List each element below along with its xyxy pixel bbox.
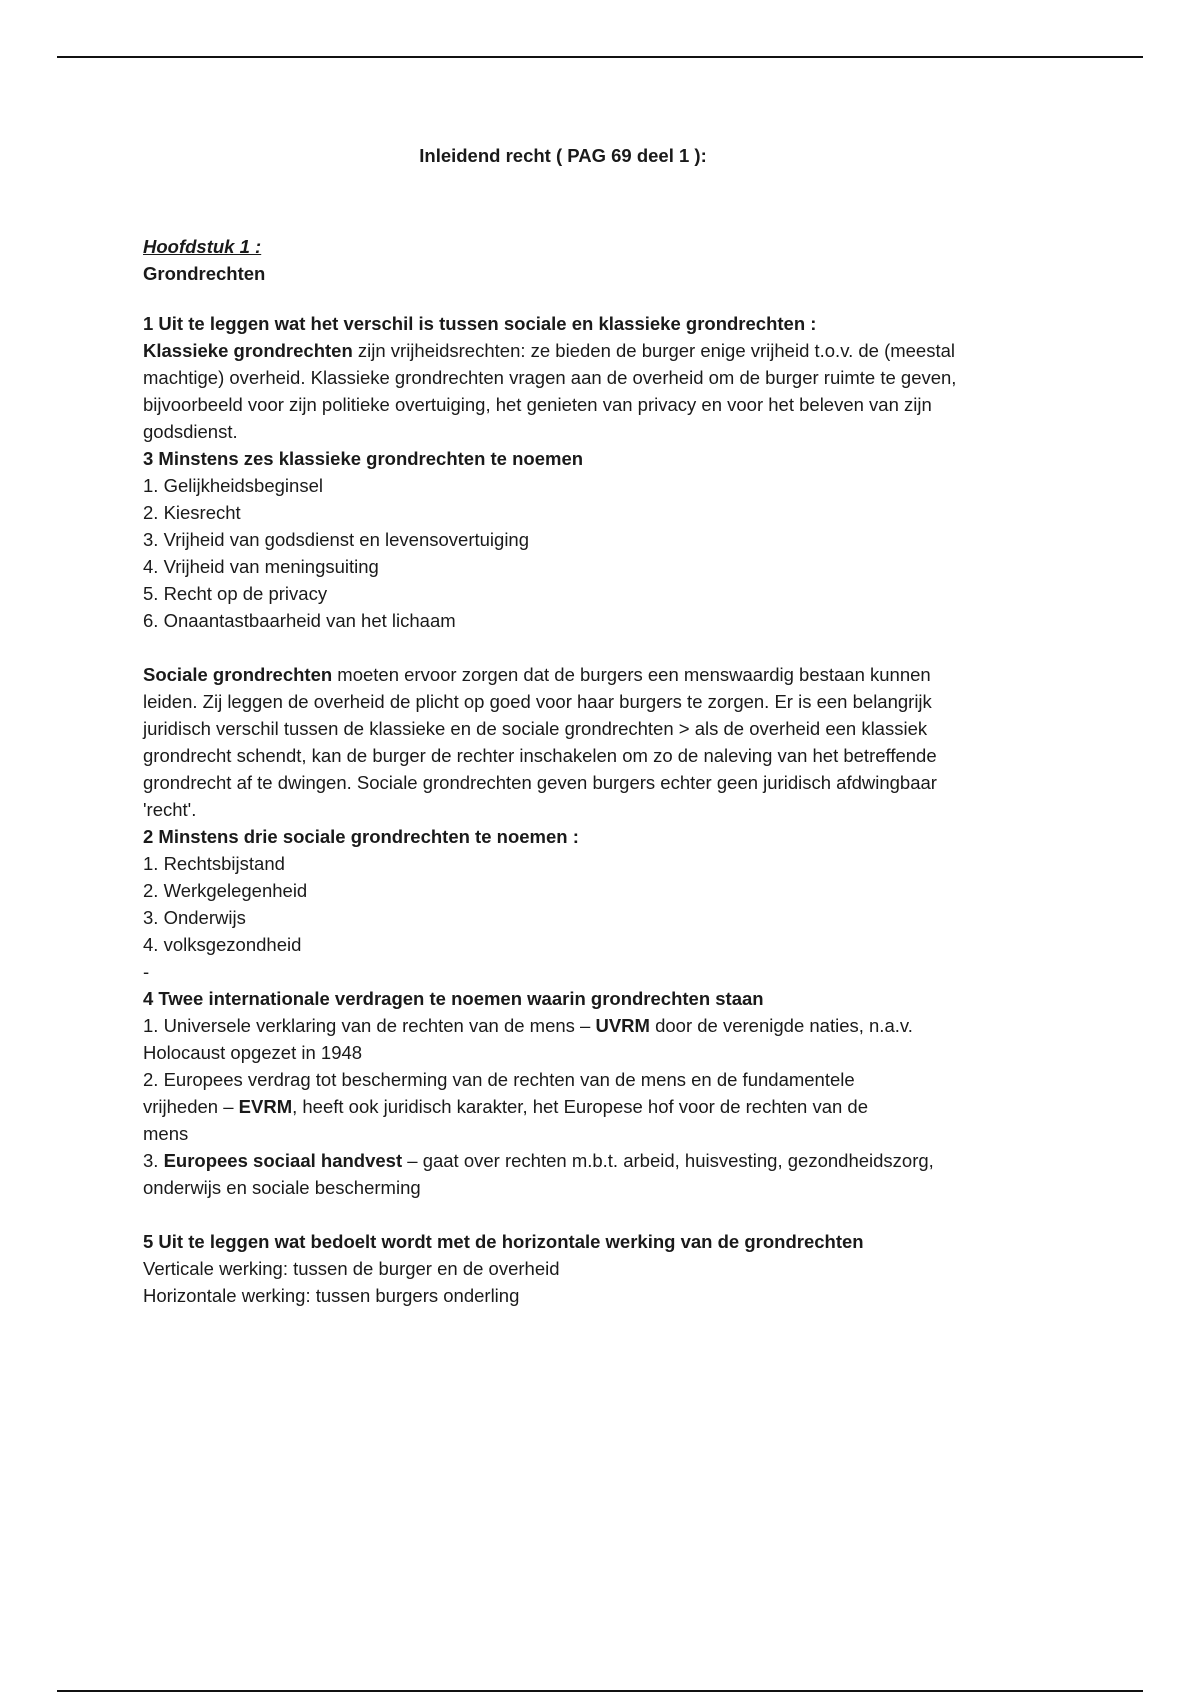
treaty-abbr: EVRM: [238, 1096, 293, 1117]
social-paragraph-line: leiden. Zij leggen de overheid de plicht op goed voor haar burgers te zorgen. Er is een belangrijk: [143, 691, 932, 712]
list-item: 1. Gelijkheidsbeginsel: [143, 475, 323, 496]
q5-line: Verticale werking: tussen de burger en de overheid: [143, 1258, 560, 1279]
treaty-abbr: UVRM: [595, 1015, 650, 1036]
q5-line: Horizontale werking: tussen burgers onderling: [143, 1285, 520, 1306]
list-item: 1. Rechtsbijstand: [143, 853, 285, 874]
q3-heading: 3 Minstens zes klassieke grondrechten te noemen: [143, 448, 584, 469]
list-item: 6. Onaantastbaarheid van het lichaam: [143, 610, 456, 631]
list-item: 4. volksgezondheid: [143, 934, 302, 955]
bottom-rule: [57, 1690, 1143, 1692]
treaty-line: [143, 1012, 913, 1039]
q1-heading: 1 Uit te leggen wat het verschil is tussen sociale en klassieke grondrechten :: [143, 313, 817, 334]
treaty-line: mens: [143, 1123, 189, 1144]
treaty-text: 1. Universele verklaring van de rechten van de mens –: [143, 1015, 596, 1036]
q1-paragraph-line: [143, 337, 955, 364]
treaty-text: , heeft ook juridisch karakter, het Europese hof voor de rechten van de: [292, 1096, 869, 1117]
social-paragraph-line: 'recht'.: [143, 799, 197, 820]
chapter-heading: Hoofdstuk 1 :: [143, 236, 262, 257]
q1-paragraph-line: godsdienst.: [143, 421, 238, 442]
list-item: 2. Werkgelegenheid: [143, 880, 308, 901]
social-paragraph-line: juridisch verschil tussen de klassieke en de sociale grondrechten > als de overheid een klassiek: [143, 718, 928, 739]
chapter-subtitle: Grondrechten: [143, 263, 266, 284]
treaty-line: 2. Europees verdrag tot bescherming van de rechten van de mens en de fundamentele: [143, 1069, 855, 1090]
treaty-text: – gaat over rechten m.b.t. arbeid, huisvesting, gezondheidszorg,: [402, 1150, 934, 1171]
list-item: 3. Vrijheid van godsdienst en levensovertuiging: [143, 529, 530, 550]
social-paragraph-line: grondrecht af te dwingen. Sociale grondrechten geven burgers echter geen juridisch afdwingbaar: [143, 772, 937, 793]
q2-heading: 2 Minstens drie sociale grondrechten te noemen :: [143, 826, 579, 847]
q1-paragraph-line: machtige) overheid. Klassieke grondrechten vragen aan de overheid om de burger ruimte te geven,: [143, 367, 957, 388]
treaty-line: [143, 1147, 934, 1174]
treaty-text: vrijheden –: [143, 1096, 239, 1117]
q5-heading: 5 Uit te leggen wat bedoelt wordt met de horizontale werking van de grondrechten: [143, 1231, 864, 1252]
treaty-text: 3.: [143, 1150, 164, 1171]
treaty-text: door de verenigde naties, n.a.v.: [649, 1015, 913, 1036]
q1-bold-term: Klassieke grondrechten: [143, 340, 353, 361]
document-title: Inleidend recht ( PAG 69 deel 1 ):: [419, 145, 707, 166]
q1-text: zijn vrijheidsrechten: ze bieden de burger enige vrijheid t.o.v. de (meestal: [352, 340, 956, 361]
list-item: 2. Kiesrecht: [143, 502, 241, 523]
social-bold-term: Sociale grondrechten: [143, 664, 333, 685]
list-item: -: [143, 961, 150, 982]
social-paragraph-line: grondrecht schendt, kan de burger de rechter inschakelen om zo de naleving van het betreffende: [143, 745, 937, 766]
social-text: moeten ervoor zorgen dat de burgers een menswaardig bestaan kunnen: [332, 664, 931, 685]
q1-paragraph-line: bijvoorbeeld voor zijn politieke overtuiging, het genieten van privacy en voor het beleven van zijn: [143, 394, 932, 415]
q4-heading: 4 Twee internationale verdragen te noemen waarin grondrechten staan: [143, 988, 764, 1009]
top-rule: [57, 56, 1143, 58]
social-paragraph-line: [143, 661, 931, 688]
treaty-line: [143, 1093, 868, 1120]
list-item: 3. Onderwijs: [143, 907, 246, 928]
treaty-abbr: Europees sociaal handvest: [163, 1150, 403, 1171]
list-item: 4. Vrijheid van meningsuiting: [143, 556, 379, 577]
treaty-line: Holocaust opgezet in 1948: [143, 1042, 363, 1063]
treaty-line: onderwijs en sociale bescherming: [143, 1177, 421, 1198]
list-item: 5. Recht op de privacy: [143, 583, 328, 604]
